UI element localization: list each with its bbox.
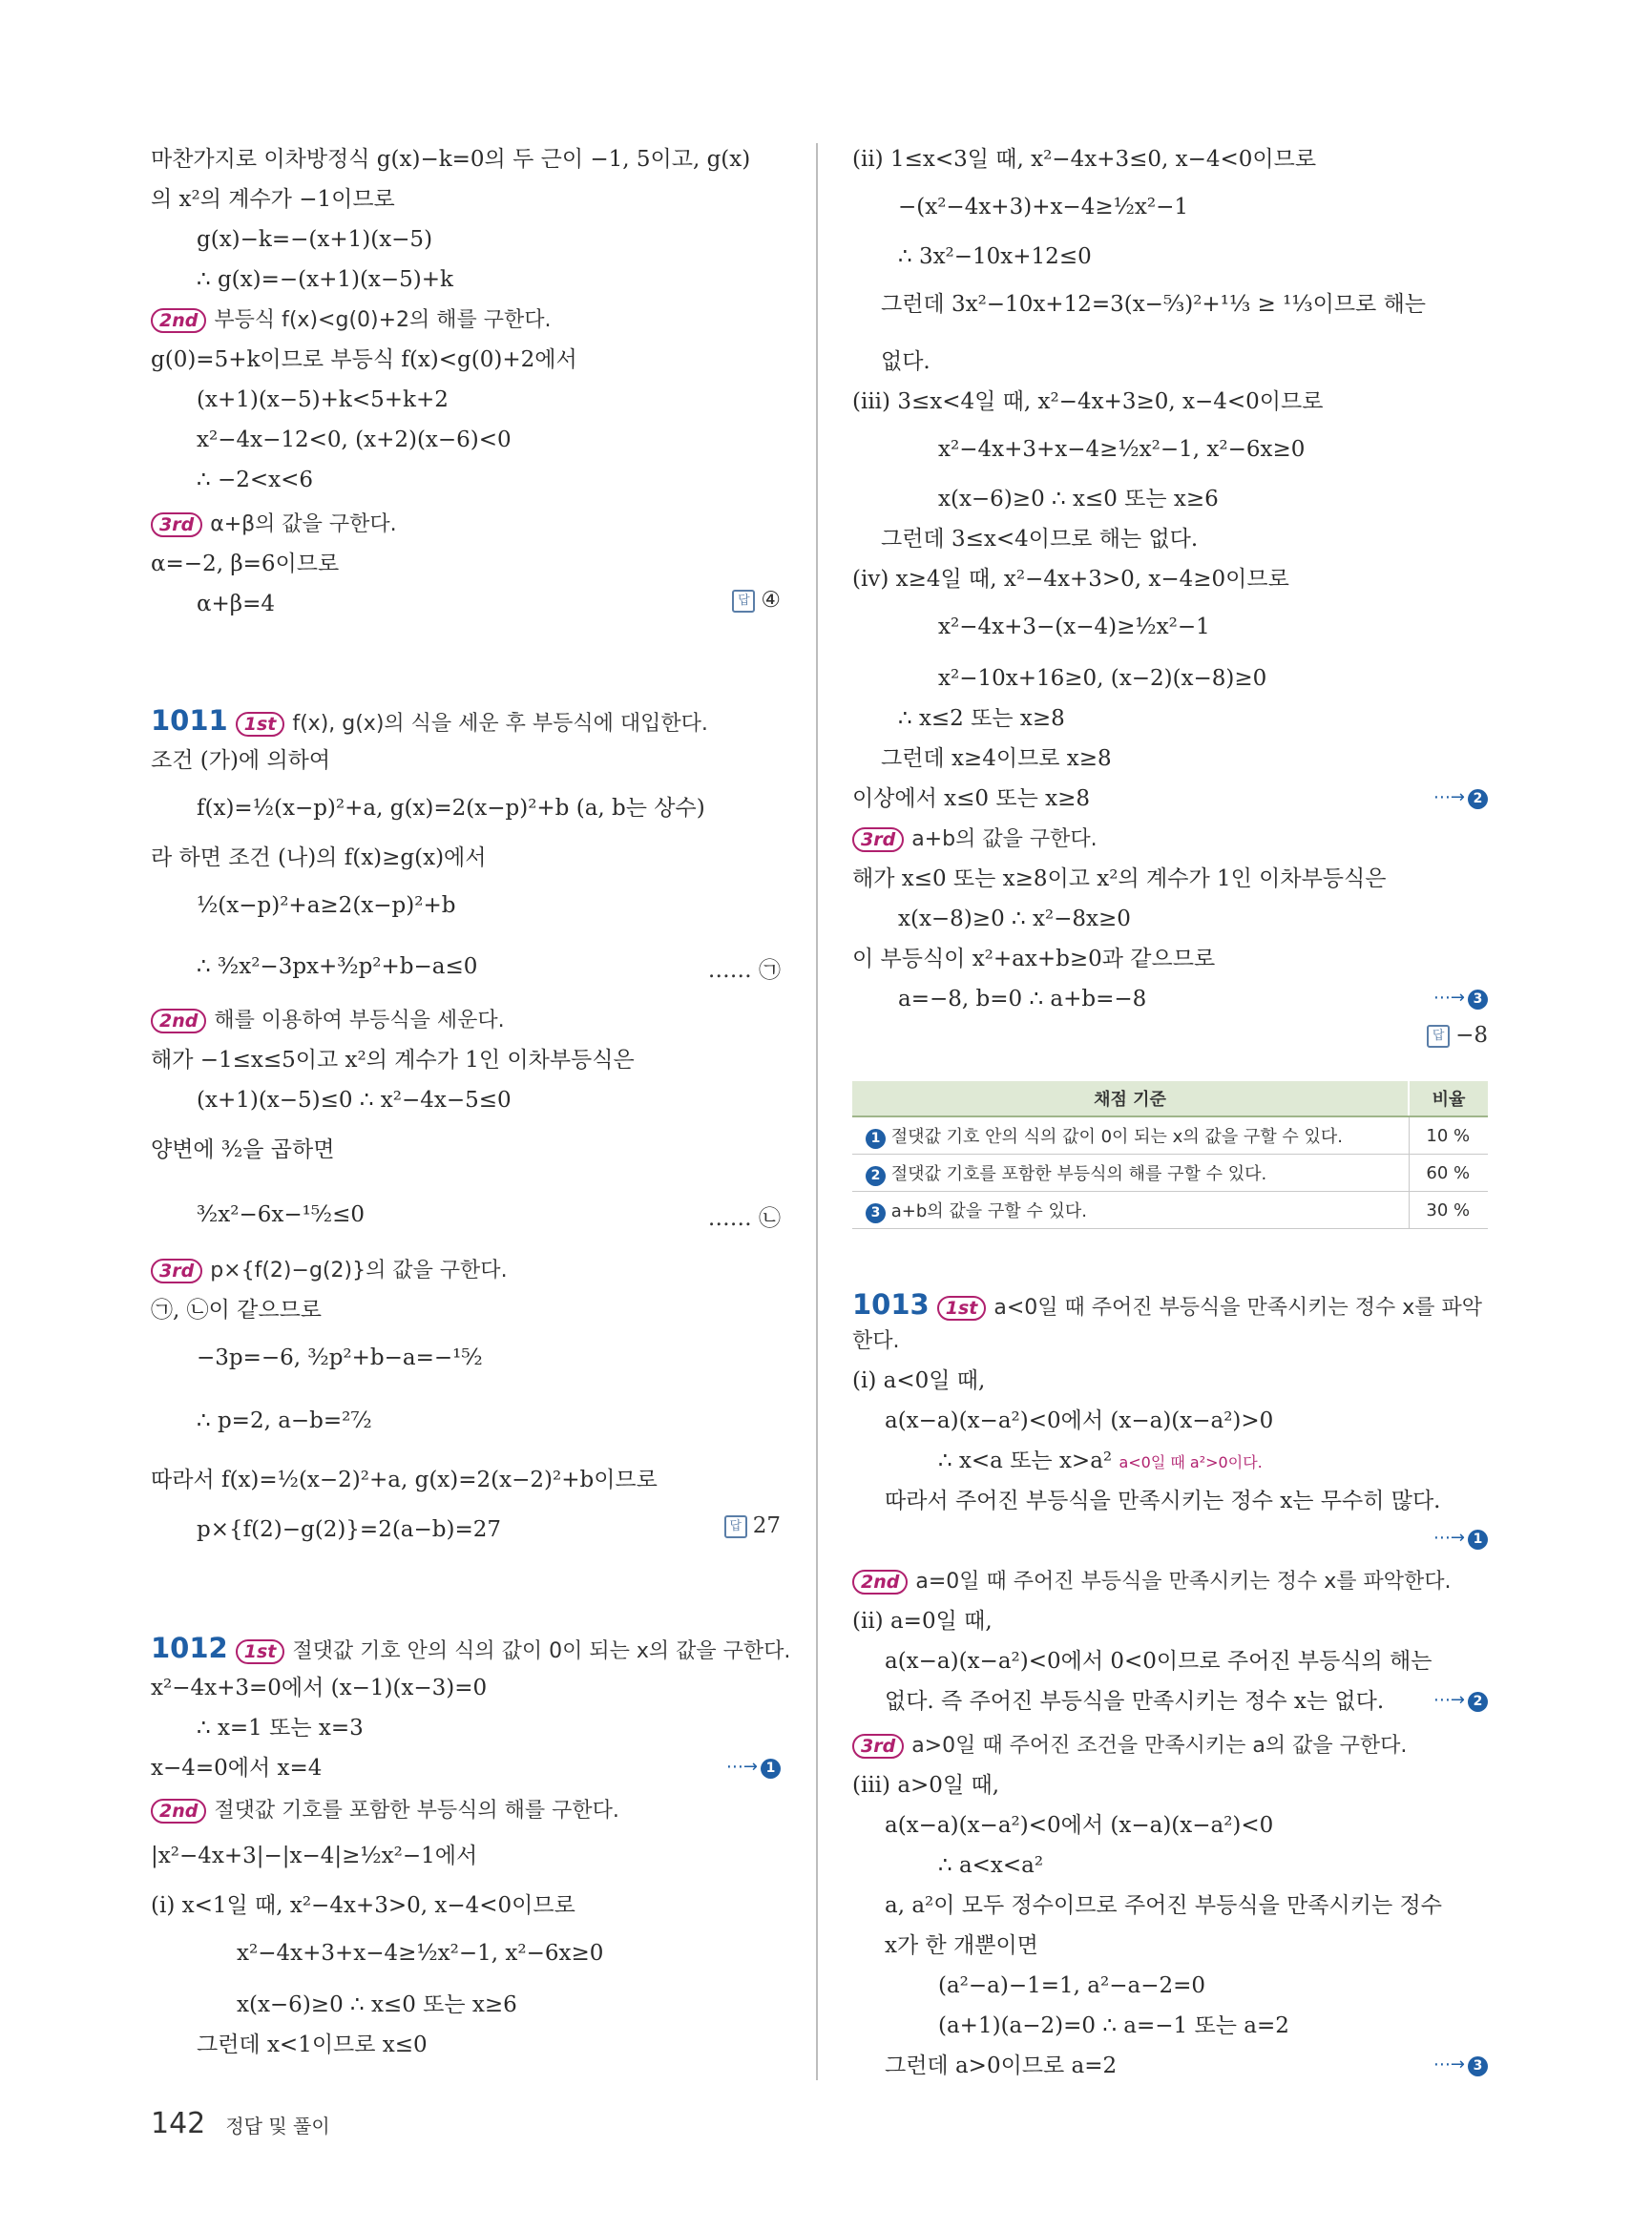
step-heading [852,1729,1407,1762]
step-badge: 1st [937,1296,987,1321]
score-marker [1433,1527,1488,1550]
step-heading [151,1254,508,1287]
step-badge: 3rd [852,1734,904,1759]
score-marker [1433,987,1488,1010]
text-line: 없다. 즉 주어진 부등식을 만족시키는 정수 x는 없다. [885,1689,1385,1714]
marker-number: 2 [1468,789,1488,809]
equation: a(x−a)(x−a²)<0에서 (x−a)(x−a²)>0 [885,1408,1274,1433]
marker-number: 2 [1468,1692,1488,1712]
answer-icon: 답 [1427,1025,1450,1048]
column-divider [816,143,818,2080]
problem-number: 1012 [151,1632,228,1664]
problem-heading [151,704,708,740]
text-line: 라 하면 조건 (나)의 f(x)≥g(x)에서 [151,845,487,870]
text-line: 그런데 x<1이므로 x≤0 [197,2033,428,2057]
criteria-cell [852,1155,1409,1192]
table-row [852,1192,1488,1229]
dots-icon: ⋯→ [1432,1690,1465,1710]
answer-icon: 답 [732,590,755,613]
step-text: a=0일 때 주어진 부등식을 만족시키는 정수 x를 파악한다. [915,1570,1452,1594]
step-text: 부등식 f(x)<g(0)+2의 해를 구한다. [214,308,552,332]
rate-cell: 60 % [1409,1155,1488,1192]
text-line: 의 x²의 계수가 −1이므로 [151,187,395,212]
dots-icon: ⋯→ [1432,2054,1465,2075]
rate-cell: 10 % [1409,1116,1488,1155]
step-badge: 2nd [151,1009,206,1033]
equation: ∴ a<x<a² [938,1853,1044,1878]
text-line: (i) x<1일 때, x²−4x+3>0, x−4<0이므로 [151,1893,575,1918]
step-badge: 3rd [151,1259,202,1283]
page-number: 142 [151,2107,206,2140]
marker-number: 1 [761,1759,781,1779]
criteria-cell [852,1116,1409,1155]
text-line: 마찬가지로 이차방정식 g(x)−k=0의 두 근이 −1, 5이고, g(x) [151,147,751,172]
equation: x²−4x+3+x−4≥½x²−1, x²−6x≥0 [237,1941,604,1966]
answer [1427,1023,1488,1048]
table-row [852,1116,1488,1155]
score-marker [726,1756,781,1779]
step-text: 해를 이용하여 부등식을 세운다. [214,1009,505,1032]
equation: x(x−6)≥0 ∴ x≤0 또는 x≥6 [237,1992,517,2017]
text-line: 양변에 ³⁄₂을 곱하면 [151,1137,335,1162]
equation: a(x−a)(x−a²)<0에서 (x−a)(x−a²)<0 [885,1813,1274,1838]
step-text: 절댓값 기호를 포함한 부등식의 해를 구한다. [214,1799,619,1823]
answer-value: ④ [761,588,781,613]
row-number: 2 [866,1166,886,1186]
step-badge: 3rd [151,512,202,537]
text-line: 그런데 3≤x<4이므로 해는 없다. [881,527,1199,552]
problem-heading [852,1288,1482,1324]
text-line: 해가 −1≤x≤5이고 x²의 계수가 1인 이차부등식은 [151,1048,635,1073]
equation: x²−4x+3=0에서 (x−1)(x−3)=0 [151,1676,488,1700]
text-line: 따라서 f(x)=½(x−2)²+a, g(x)=2(x−2)²+b이므로 [151,1468,658,1492]
rate-cell: 30 % [1409,1192,1488,1229]
equation: x(x−6)≥0 ∴ x≤0 또는 x≥6 [938,487,1219,511]
equation: x²−10x+16≥0, (x−2)(x−8)≥0 [938,666,1267,691]
equation: (x+1)(x−5)+k<5+k+2 [197,387,449,412]
criteria-text: 절댓값 기호를 포함한 부등식의 해를 구할 수 있다. [890,1163,1267,1184]
text-line: 없다. [881,349,931,374]
page-footer [151,2107,330,2140]
table-header-row [852,1081,1488,1116]
equation: ∴ p=2, a−b=²⁷⁄₂ [197,1408,372,1433]
equation-text: ∴ x<a 또는 x>a² [938,1449,1113,1473]
step-badge: 2nd [852,1570,908,1595]
text-line: (ii) a=0일 때, [852,1609,993,1634]
answer-value: −8 [1455,1023,1488,1048]
step-badge: 2nd [151,308,206,333]
step-heading [151,508,397,541]
text-line: α=−2, β=6이므로 [151,552,340,576]
text-line: 해가 x≤0 또는 x≥8이고 x²의 계수가 1인 이차부등식은 [852,866,1387,891]
answer-value: 27 [752,1513,781,1538]
equation: ∴ g(x)=−(x+1)(x−5)+k [197,267,453,292]
step-text: 한다. [852,1329,900,1353]
equation: ∴ x=1 또는 x=3 [197,1716,364,1741]
equation: −(x²−4x+3)+x−4≥½x²−1 [898,195,1188,219]
criteria-text: 절댓값 기호 안의 식의 값이 0이 되는 x의 값을 구할 수 있다. [890,1126,1344,1147]
text-line: a(x−a)(x−a²)<0에서 0<0이므로 주어진 부등식의 해는 [885,1649,1432,1674]
criteria-text: a+b의 값을 구할 수 있다. [890,1200,1087,1221]
marker-number: 1 [1468,1530,1488,1550]
equation [852,1445,1263,1479]
score-marker [1433,1689,1488,1712]
step-badge: 2nd [151,1799,206,1824]
marker-number: 3 [1468,2056,1488,2076]
score-marker [1433,2054,1488,2076]
row-number: 1 [866,1129,886,1149]
step-badge: 1st [236,712,285,737]
scoring-table [852,1081,1488,1229]
equation: (a+1)(a−2)=0 ∴ a=−1 또는 a=2 [938,2013,1289,2038]
dots-icon: ⋯→ [1432,988,1465,1008]
equation: ∴ −2<x<6 [197,468,313,492]
step-heading [151,1004,505,1037]
equation: f(x)=½(x−p)²+a, g(x)=2(x−p)²+b (a, b는 상수) [197,796,705,821]
equation: ½(x−p)²+a≥2(x−p)²+b [197,893,456,918]
footer-label: 정답 및 풀이 [225,2115,330,2137]
step-heading [151,1794,619,1827]
equation: x(x−8)≥0 ∴ x²−8x≥0 [898,907,1131,931]
text-line: 이 부등식이 x²+ax+b≥0과 같으므로 [852,947,1216,971]
rate-header: 비율 [1409,1081,1488,1116]
text-line: (iv) x≥4일 때, x²−4x+3>0, x−4≥0이므로 [852,567,1289,592]
step-text: a>0일 때 주어진 조건을 만족시키는 a의 값을 구한다. [911,1734,1408,1758]
equation: ∴ ³⁄₂x²−3px+³⁄₂p²+b−a≤0 [197,954,478,979]
step-heading [852,1565,1452,1598]
criteria-cell [852,1192,1409,1229]
equation: −3p=−6, ³⁄₂p²+b−a=−¹⁵⁄₂ [197,1345,483,1370]
text-line: (iii) a>0일 때, [852,1773,1000,1798]
answer [732,588,781,613]
equation: |x²−4x+3|−|x−4|≥½x²−1에서 [151,1844,478,1868]
problem-heading [151,1632,790,1668]
marker-number: 3 [1468,990,1488,1010]
step-heading [852,823,1098,856]
text-line: (ii) 1≤x<3일 때, x²−4x+3≤0, x−4<0이므로 [852,147,1317,172]
text-line: 이상에서 x≤0 또는 x≥8 [852,786,1090,811]
dots-icon: ⋯→ [1432,1528,1465,1548]
equation: g(x)−k=−(x+1)(x−5) [197,227,433,252]
equation-tag: …… ㉠ [707,958,781,983]
margin-note: a<0일 때 a²>0이다. [1119,1453,1263,1471]
equation: (x+1)(x−5)≤0 ∴ x²−4x−5≤0 [197,1088,512,1113]
text-line: a, a²이 모두 정수이므로 주어진 부등식을 만족시키는 정수 [885,1893,1442,1918]
text-line: 따라서 주어진 부등식을 만족시키는 정수 x는 무수히 많다. [885,1489,1441,1513]
equation: x²−4x+3−(x−4)≥½x²−1 [938,615,1210,639]
step-text-continued [852,1324,900,1358]
step-text: p×{f(2)−g(2)}의 값을 구한다. [210,1259,508,1282]
equation: x²−4x−12<0, (x+2)(x−6)<0 [197,427,512,452]
text-line: 그런데 x≥4이므로 x≥8 [881,746,1112,771]
dots-icon: ⋯→ [1432,787,1465,807]
text-line: (iii) 3≤x<4일 때, x²−4x+3≥0, x−4<0이므로 [852,389,1324,414]
equation: ∴ 3x²−10x+12≤0 [898,244,1092,269]
equation-tag: …… ㉡ [707,1206,781,1231]
step-text: f(x), g(x)의 식을 세운 후 부등식에 대입한다. [292,712,708,736]
step-text: 절댓값 기호 안의 식의 값이 0이 되는 x의 값을 구한다. [292,1639,791,1663]
equation: α+β=4 [197,592,276,616]
step-text: a+b의 값을 구한다. [911,827,1098,851]
text-line: ㉠, ㉡이 같으므로 [151,1298,323,1323]
text-line: g(0)=5+k이므로 부등식 f(x)<g(0)+2에서 [151,347,577,372]
equation: x−4=0에서 x=4 [151,1756,323,1781]
text-line: 그런데 a>0이므로 a=2 [885,2054,1118,2078]
text-line: x가 한 개뿐이면 [885,1933,1038,1958]
problem-number: 1011 [151,704,228,737]
text-line: 그런데 3x²−10x+12=3(x−⁵⁄₃)²+¹¹⁄₃ ≥ ¹¹⁄₃이므로 해는 [881,292,1427,317]
step-text: a<0일 때 주어진 부등식을 만족시키는 정수 x를 파악 [993,1296,1483,1320]
equation: (a²−a)−1=1, a²−a−2=0 [938,1973,1206,1998]
equation: x²−4x+3+x−4≥½x²−1, x²−6x≥0 [938,437,1306,462]
text-line: 조건 (가)에 의하여 [151,748,331,773]
equation: p×{f(2)−g(2)}=2(a−b)=27 [197,1517,502,1542]
row-number: 3 [866,1203,886,1223]
step-heading [151,303,552,337]
equation: a=−8, b=0 ∴ a+b=−8 [898,987,1147,1011]
equation: ∴ x≤2 또는 x≥8 [898,706,1065,731]
problem-number: 1013 [852,1288,930,1321]
score-marker [1433,786,1488,809]
criteria-header: 채점 기준 [852,1081,1409,1116]
step-badge: 1st [236,1639,285,1664]
dots-icon: ⋯→ [725,1757,758,1777]
answer-icon: 답 [724,1515,747,1538]
answer [724,1513,781,1538]
step-badge: 3rd [852,827,904,852]
equation: ³⁄₂x²−6x−¹⁵⁄₂≤0 [197,1202,366,1227]
text-line: (i) a<0일 때, [852,1368,986,1393]
table-row [852,1155,1488,1192]
step-text: α+β의 값을 구한다. [210,512,397,536]
